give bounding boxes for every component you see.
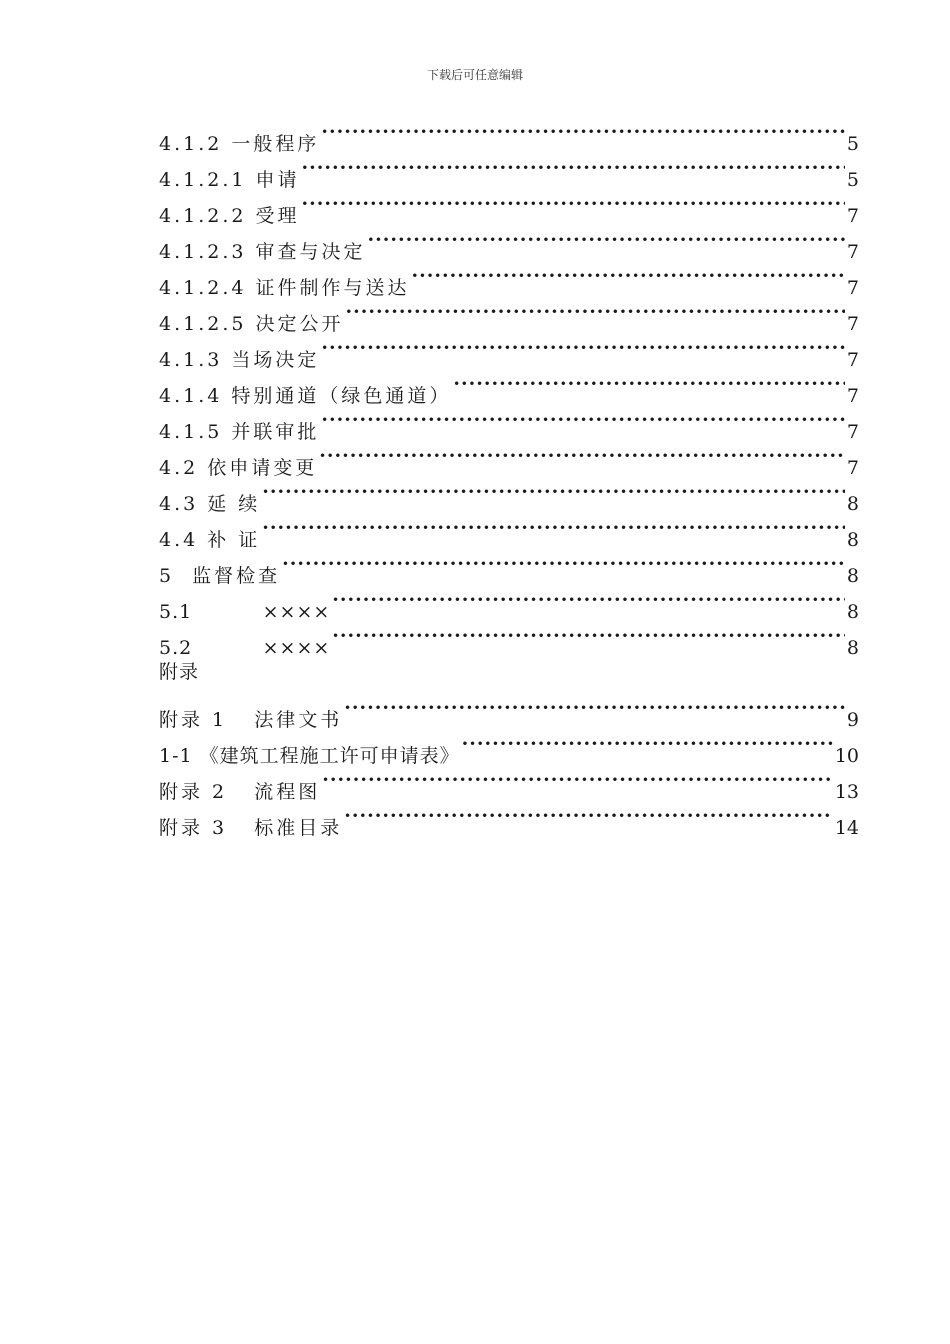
toc-entry-label: 4.1.2.5 决定公开 bbox=[159, 313, 344, 335]
dot-leader bbox=[332, 618, 845, 654]
toc-entry-page: 8 bbox=[846, 493, 859, 515]
toc-entry-page: 5 bbox=[846, 133, 859, 155]
toc-entry-label: 4.1.2.3 审查与决定 bbox=[159, 241, 366, 263]
dot-leader bbox=[302, 186, 845, 222]
dot-leader bbox=[262, 474, 845, 510]
table-of-contents bbox=[159, 114, 859, 839]
toc-entry-page: 7 bbox=[846, 457, 859, 479]
toc-entry-label: 4.1.2.1 申请 bbox=[159, 169, 300, 191]
toc-entry-label: 5 监督检查 bbox=[159, 565, 281, 587]
toc-entry-label: 4.3 延 续 bbox=[159, 493, 261, 515]
toc-entry[interactable] bbox=[159, 546, 859, 587]
page-header: 下载后可任意编辑 bbox=[426, 68, 523, 82]
toc-entry-label: 5.2 ×××× bbox=[159, 637, 331, 659]
toc-entry-label: 附录 3 标准目录 bbox=[159, 817, 343, 839]
toc-entry-page: 14 bbox=[834, 817, 859, 839]
toc-entry-page: 9 bbox=[846, 709, 859, 731]
dot-leader bbox=[322, 762, 833, 798]
dot-leader bbox=[321, 114, 845, 150]
toc-entry-page: 13 bbox=[834, 781, 859, 803]
toc-entry-page: 7 bbox=[846, 313, 859, 335]
toc-heading-label: 附录 bbox=[159, 661, 200, 683]
toc-entry-page: 8 bbox=[846, 565, 859, 587]
toc-entry-label: 4.1.2 一般程序 bbox=[159, 133, 320, 155]
toc-entry[interactable] bbox=[159, 510, 859, 551]
toc-entry-label: 4.1.3 当场决定 bbox=[159, 349, 320, 371]
toc-entry-page: 7 bbox=[846, 205, 859, 227]
toc-entry-label: 4.1.5 并联审批 bbox=[159, 421, 320, 443]
toc-entry-label: 5.1 ×××× bbox=[159, 601, 331, 623]
toc-entry-page: 7 bbox=[846, 421, 859, 443]
dot-leader bbox=[346, 294, 845, 330]
toc-entry-label: 附录 2 流程图 bbox=[159, 781, 321, 803]
toc-entry-page: 5 bbox=[846, 169, 859, 191]
dot-leader bbox=[412, 258, 845, 294]
dot-leader bbox=[453, 366, 845, 402]
toc-entry-page: 8 bbox=[846, 529, 859, 551]
dot-leader bbox=[302, 150, 845, 186]
toc-entry-page: 8 bbox=[846, 637, 859, 659]
dot-leader bbox=[462, 726, 833, 762]
dot-leader bbox=[321, 330, 845, 366]
toc-entry[interactable] bbox=[159, 690, 859, 731]
dot-leader bbox=[368, 222, 845, 258]
dot-leader bbox=[282, 546, 845, 582]
dot-leader bbox=[332, 582, 845, 618]
toc-entry-page: 7 bbox=[846, 349, 859, 371]
toc-entry[interactable] bbox=[159, 474, 859, 515]
dot-leader bbox=[344, 690, 845, 726]
dot-leader bbox=[319, 438, 845, 474]
toc-entry-page: 8 bbox=[846, 601, 859, 623]
toc-entry-label: 4.1.4 特别通道（绿色通道） bbox=[159, 385, 452, 407]
dot-leader bbox=[344, 798, 833, 834]
toc-entry-label: 4.2 依申请变更 bbox=[159, 457, 318, 479]
toc-entry-label: 1-1 《建筑工程施工许可申请表》 bbox=[159, 745, 460, 767]
toc-entry-page: 7 bbox=[846, 277, 859, 299]
dot-leader bbox=[262, 510, 845, 546]
toc-entry-page: 10 bbox=[834, 745, 859, 767]
toc-entry-page: 7 bbox=[846, 241, 859, 263]
dot-leader bbox=[321, 402, 845, 438]
toc-entry-label: 4.1.2.4 证件制作与送达 bbox=[159, 277, 410, 299]
toc-entry[interactable] bbox=[159, 114, 859, 155]
toc-entry-label: 附录 1 法律文书 bbox=[159, 709, 343, 731]
toc-entry-label: 4.1.2.2 受理 bbox=[159, 205, 300, 227]
toc-entry-label: 4.4 补 证 bbox=[159, 529, 261, 551]
toc-entry-page: 7 bbox=[846, 385, 859, 407]
